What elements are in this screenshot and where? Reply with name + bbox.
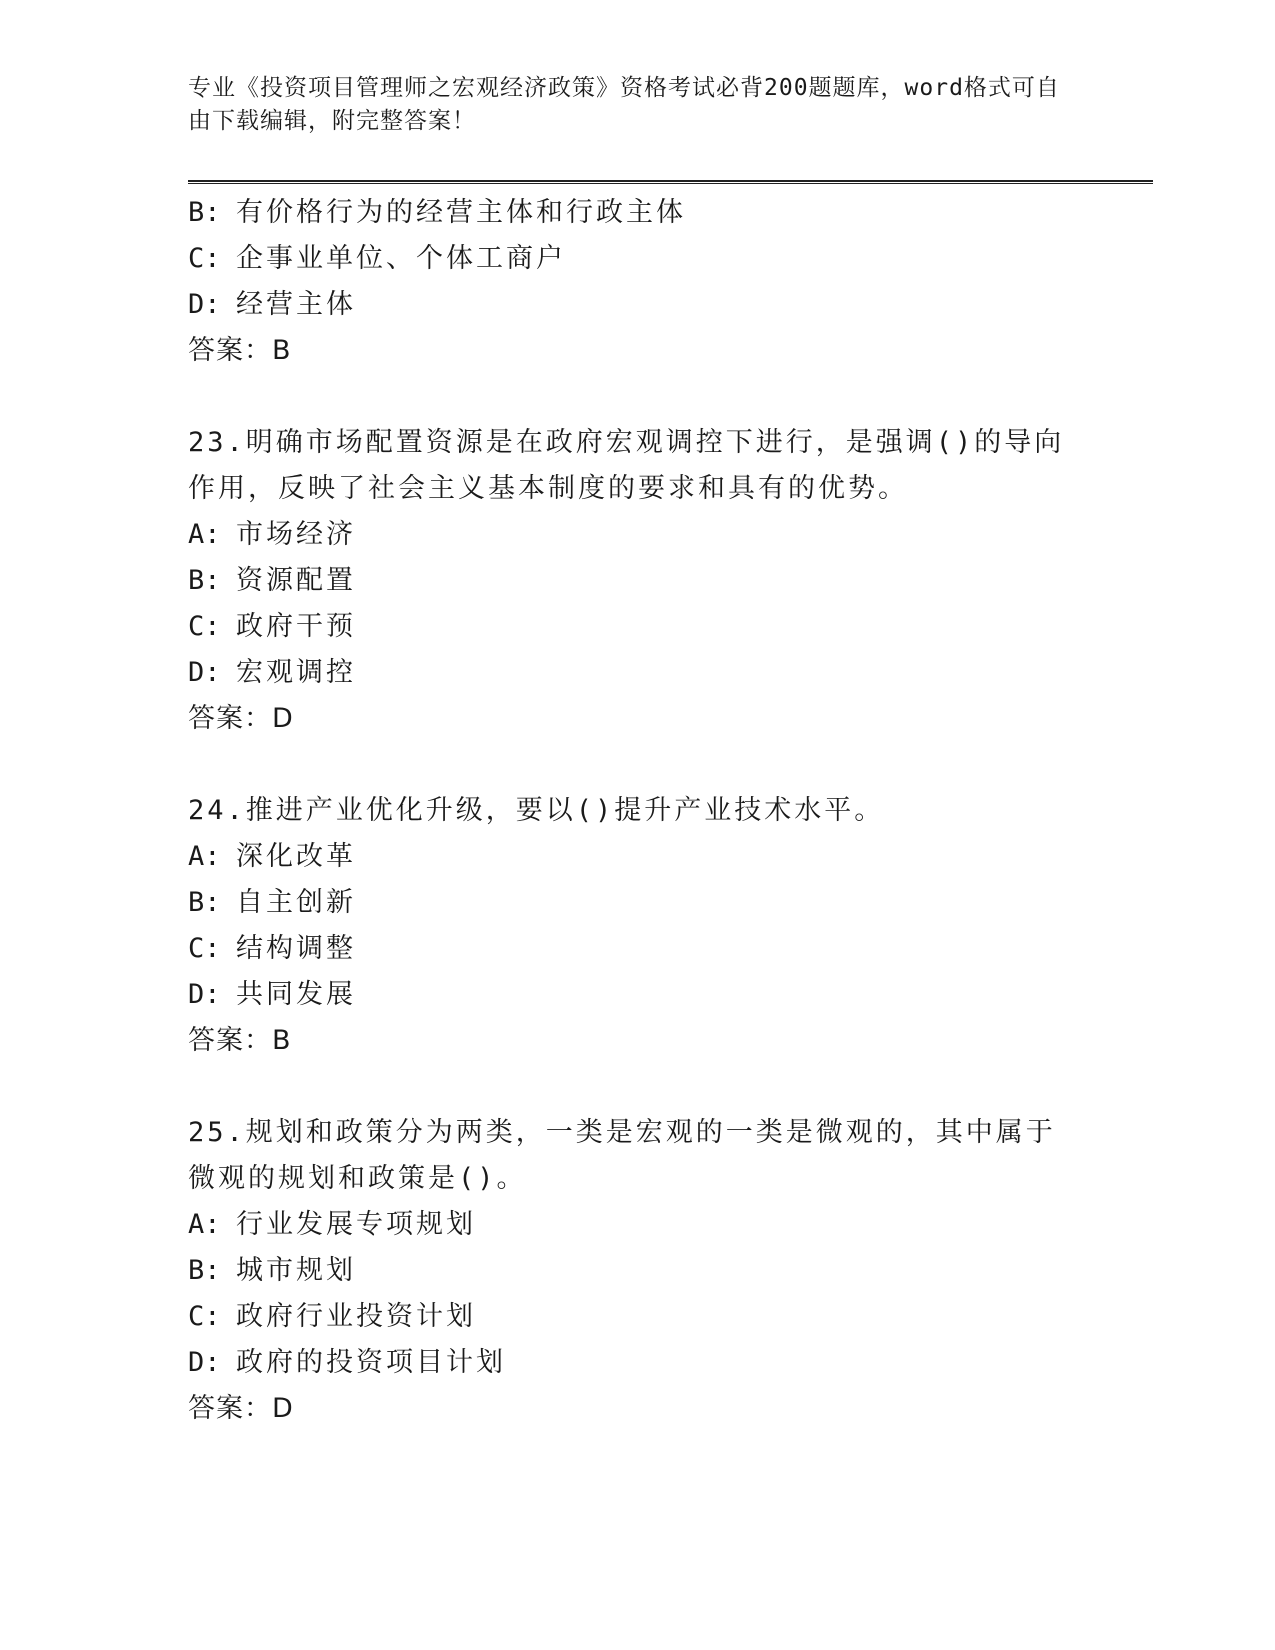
option-c [188, 604, 1088, 650]
option-letter: C: [188, 1301, 221, 1332]
option-text: 行业发展专项规划 [236, 1209, 476, 1240]
question-25 [188, 1110, 1088, 1432]
option-letter: A: [188, 841, 221, 872]
question-text: 23.明确市场配置资源是在政府宏观调控下进行，是强调()的导向作用，反映了社会主义基本制度的要求和具有的优势。 [188, 427, 1065, 504]
option-letter: B: [188, 565, 221, 596]
option-letter: D: [188, 979, 221, 1010]
spacer [188, 742, 1088, 788]
option-letter: C: [188, 243, 221, 274]
option-letter: C: [188, 933, 221, 964]
option-letter: D: [188, 289, 221, 320]
question-23 [188, 420, 1088, 742]
option-text: 政府的投资项目计划 [236, 1347, 506, 1378]
question-text: 24.推进产业优化升级，要以()提升产业技术水平。 [188, 795, 885, 826]
option-text: 资源配置 [236, 565, 356, 596]
document-header [188, 72, 1068, 138]
question-24 [188, 788, 1088, 1064]
option-b [188, 880, 1088, 926]
option-text: 共同发展 [236, 979, 356, 1010]
option-d [188, 650, 1088, 696]
option-a [188, 834, 1088, 880]
option-c [188, 926, 1088, 972]
spacer [188, 1064, 1088, 1110]
header-text: 专业《投资项目管理师之宏观经济政策》资格考试必背200题题库，word格式可自由下载编辑，附完整答案！ [188, 75, 1060, 134]
option-b [188, 1248, 1088, 1294]
option-letter: B: [188, 887, 221, 918]
answer-line: 答案：B [188, 1025, 292, 1056]
option-text: 自主创新 [236, 887, 356, 918]
option-text: 市场经济 [236, 519, 356, 550]
answer-line: 答案：D [188, 1393, 294, 1424]
question-22-tail [188, 190, 1088, 374]
option-letter: A: [188, 519, 221, 550]
answer-line: 答案：B [188, 335, 292, 366]
option-d [188, 1340, 1088, 1386]
option-b [188, 190, 1088, 236]
option-c [188, 236, 1088, 282]
option-text: 深化改革 [236, 841, 356, 872]
option-text: 企事业单位、个体工商户 [236, 243, 566, 274]
header-divider [188, 180, 1153, 184]
option-text: 政府干预 [236, 611, 356, 642]
option-text: 城市规划 [236, 1255, 356, 1286]
option-letter: C: [188, 611, 221, 642]
option-d [188, 972, 1088, 1018]
option-c [188, 1294, 1088, 1340]
option-text: 宏观调控 [236, 657, 356, 688]
option-text: 有价格行为的经营主体和行政主体 [236, 197, 686, 228]
question-text: 25.规划和政策分为两类，一类是宏观的一类是微观的，其中属于微观的规划和政策是()。 [188, 1117, 1056, 1194]
answer-line: 答案：D [188, 703, 294, 734]
option-a [188, 512, 1088, 558]
option-d [188, 282, 1088, 328]
option-text: 经营主体 [236, 289, 356, 320]
option-letter: A: [188, 1209, 221, 1240]
option-text: 结构调整 [236, 933, 356, 964]
spacer [188, 374, 1088, 420]
question-list [188, 190, 1088, 1432]
option-a [188, 1202, 1088, 1248]
option-letter: B: [188, 1255, 221, 1286]
option-letter: D: [188, 657, 221, 688]
option-b [188, 558, 1088, 604]
option-text: 政府行业投资计划 [236, 1301, 476, 1332]
option-letter: D: [188, 1347, 221, 1378]
option-letter: B: [188, 197, 221, 228]
